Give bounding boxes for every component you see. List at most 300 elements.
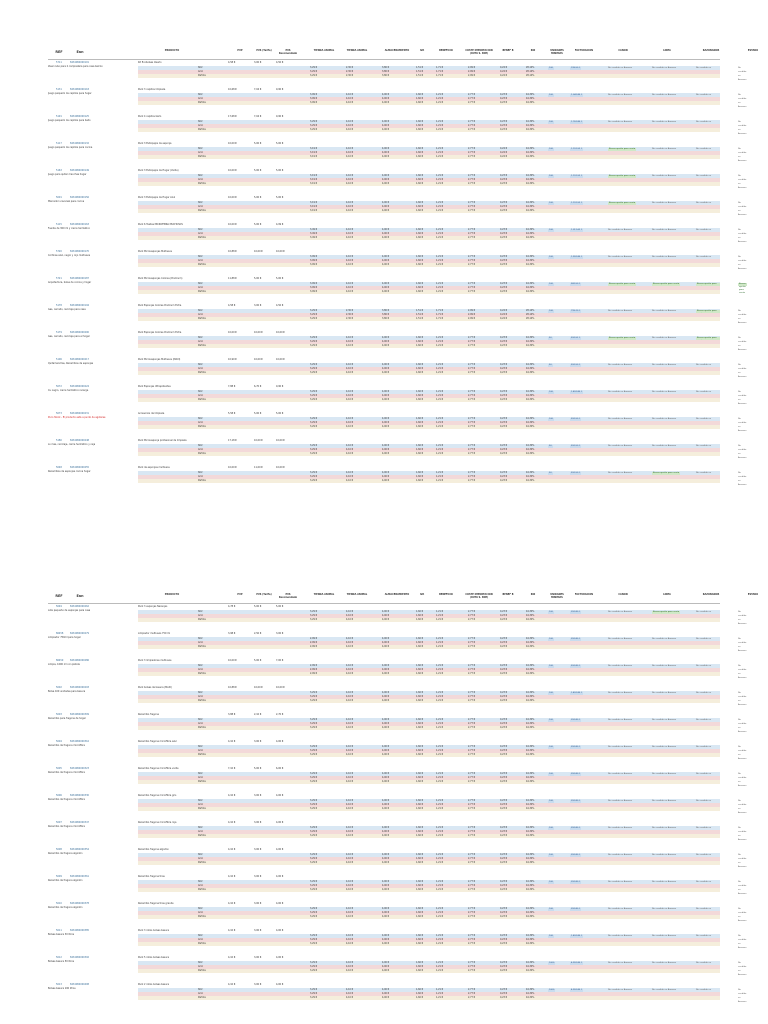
value-cell: 1,21 € — [436, 255, 443, 258]
cell-pvp: 10,88 € — [228, 250, 237, 253]
value-cell: 1,60 € — [416, 861, 423, 864]
sub-row-label: SKU — [198, 961, 203, 964]
value-cell: 0,23 € — [500, 448, 507, 451]
header-pvs: PVS (Tarifa) — [256, 593, 272, 596]
value-cell: 4,10 € — [346, 672, 353, 675]
value-cell: 4,10 € — [346, 699, 353, 702]
header-coste: COSTE IMPORTACION (RUTA S. BIM) — [465, 49, 493, 55]
sub-row-3 — [138, 726, 720, 730]
value-cell: 2,77 € — [468, 722, 475, 725]
value-cell: 2,77 € — [468, 367, 475, 370]
value-cell: 4,10 € — [346, 417, 353, 420]
cell-pvr: 4,00 € — [276, 983, 284, 986]
sub-row-3 — [138, 101, 720, 105]
value-cell: 0,23 € — [500, 668, 507, 671]
value-cell: 0,23 € — [500, 390, 507, 393]
cell-ean: 8434084000101 — [70, 61, 89, 64]
value-cell: 4,00 € — [382, 344, 389, 347]
header-ean: Ean — [76, 50, 84, 54]
value-cell: 2,99 € — [468, 313, 475, 316]
value-cell: 44,30% — [526, 232, 535, 235]
value-cell: 4,10 € — [346, 807, 353, 810]
value-cell: 2,77 € — [468, 340, 475, 343]
value-cell: 1,60 € — [416, 857, 423, 860]
sub-row-label: SKU — [198, 718, 203, 721]
product-description — [48, 771, 138, 775]
value-cell: 44,30% — [526, 178, 535, 181]
value-cell: 2,77 € — [468, 753, 475, 756]
not-sold-label: No vendido en Amazon — [608, 962, 633, 964]
value-cell: 1,60 € — [416, 344, 423, 347]
cell-pvs: 3,00 € — [254, 821, 262, 824]
value-cell: 2,77 € — [468, 826, 475, 829]
not-sold-label: No vendido en — [696, 148, 712, 150]
cell-ean: 8434084000323 — [70, 767, 89, 770]
value-cell: 4,10 € — [346, 641, 353, 644]
sub-row-label: SKU — [198, 336, 203, 339]
value-cell: 44,30% — [526, 425, 535, 428]
value-cell: 44,30% — [526, 282, 535, 285]
value-cell: 0,23 € — [500, 969, 507, 972]
value-cell: 2,77 € — [468, 618, 475, 621]
value-cell: 2,77 € — [468, 452, 475, 455]
value-cell: 2,99 € — [310, 641, 317, 644]
not-sold-label: No vendido en Amazon — [652, 881, 677, 883]
value-cell: 44,30% — [526, 390, 535, 393]
sub-row-label: Amz — [198, 695, 203, 698]
header-product: PRODUCTO — [164, 593, 180, 596]
cell-ean: 8434084000125 — [70, 115, 89, 118]
value-cell: 3,29 € — [310, 803, 317, 806]
value-cell: 3,99 € — [310, 101, 317, 104]
product-description — [48, 443, 138, 447]
revenue-badge: 392,80 € — [571, 826, 581, 829]
value-cell: 1,21 € — [436, 425, 443, 428]
sub-row-label: Amz — [198, 857, 203, 860]
cell-ref: 5106 — [56, 358, 62, 361]
value-cell: 0,23 € — [500, 722, 507, 725]
cell-pvs: 5,00 € — [254, 767, 262, 770]
value-cell: 0,23 € — [500, 807, 507, 810]
value-cell: 1,60 € — [416, 340, 423, 343]
cell-pvs: 2,10 € — [254, 713, 262, 716]
value-cell: 4,00 € — [382, 803, 389, 806]
value-cell: 4,10 € — [346, 857, 353, 860]
units-badge: 50 — [549, 444, 552, 447]
value-cell: 0,23 € — [500, 263, 507, 266]
units-badge: 100 — [549, 201, 553, 204]
value-cell: 2,30 € — [346, 313, 353, 316]
not-sold-label: No vendido en Amazon — [738, 719, 747, 733]
revenue-badge: 392,80 € — [571, 718, 581, 721]
value-cell: 1,60 € — [416, 803, 423, 806]
cell-product: Pack Microesponjas Multiusos — [138, 250, 172, 253]
value-cell: 4,00 € — [382, 475, 389, 478]
sub-row-label: Partida — [198, 618, 206, 621]
value-cell: 28,10% — [526, 74, 535, 77]
value-cell: 0,23 € — [500, 209, 507, 212]
cell-pvs: 10,00 € — [254, 439, 263, 442]
value-cell: 0,23 € — [500, 93, 507, 96]
product-title-row — [48, 848, 720, 852]
value-cell: 4,10 € — [346, 799, 353, 802]
sub-row-3 — [138, 155, 720, 159]
product-block — [48, 196, 747, 223]
value-cell: 3,29 € — [310, 691, 317, 694]
cell-pvs: 10,00 € — [254, 686, 263, 689]
value-cell: 0,23 € — [500, 398, 507, 401]
product-title-row — [48, 821, 720, 825]
product-description — [48, 609, 138, 613]
value-cell: 28,10% — [526, 313, 535, 316]
value-cell: 3,19 € — [310, 151, 317, 154]
product-title-row — [48, 929, 720, 933]
good-option-badge: Buena opción para — [696, 283, 720, 286]
value-cell: 1,60 € — [416, 722, 423, 725]
value-cell: 2,77 € — [468, 128, 475, 131]
value-cell: 4,00 € — [382, 232, 389, 235]
cell-ref: 5191 — [56, 115, 62, 118]
value-cell: 1,60 € — [416, 101, 423, 104]
value-cell: 44,30% — [526, 124, 535, 127]
cell-ref: 5048 — [56, 466, 62, 469]
cell-ref: 5013 — [56, 983, 62, 986]
value-cell: 3,29 € — [310, 799, 317, 802]
value-cell: 1,21 € — [436, 479, 443, 482]
cell-pvr: 5,00 € — [276, 169, 284, 172]
product-description — [48, 825, 138, 829]
value-cell: 2,77 € — [468, 398, 475, 401]
value-cell: 2,77 € — [468, 668, 475, 671]
cell-pvr: 4,00 € — [276, 848, 284, 851]
value-cell: 44,30% — [526, 290, 535, 293]
good-option-badge: Buena opción para venta — [609, 174, 636, 177]
value-cell: 44,30% — [526, 942, 535, 945]
cell-ref: 5178 — [56, 304, 62, 307]
not-sold-label: No vendido en Amazon — [738, 665, 747, 679]
sub-row-label: Amz — [198, 776, 203, 779]
value-cell: 4,00 € — [382, 340, 389, 343]
value-cell: 44,30% — [526, 120, 535, 123]
value-cell: 3,29 € — [310, 965, 317, 968]
cell-pvr: 4,50 € — [276, 304, 284, 307]
value-cell: 1,21 € — [436, 421, 443, 424]
sub-row-label: Partida — [198, 672, 206, 675]
cell-ean: 8434084000392 — [70, 956, 89, 959]
value-cell: 1,60 € — [416, 282, 423, 285]
value-cell: 44,30% — [526, 853, 535, 856]
sub-row-3 — [138, 861, 720, 865]
cell-description: Ideal cubo para 2 compostera para casa balcón — [48, 65, 103, 68]
value-cell: 3,29 € — [310, 363, 317, 366]
cell-pvp: 4,10 € — [228, 875, 236, 878]
not-sold-label: No vendido en Amazon — [738, 175, 747, 189]
value-cell: 4,00 € — [382, 934, 389, 937]
value-cell: 1,60 € — [416, 475, 423, 478]
revenue-badge: 592,50 € — [571, 471, 581, 474]
value-cell: 1,21 € — [436, 232, 443, 235]
sub-row-label: Partida — [198, 425, 206, 428]
value-cell: 1,21 € — [436, 448, 443, 451]
value-cell: 4,10 € — [346, 911, 353, 914]
value-cell: 44,30% — [526, 263, 535, 266]
not-sold-label: No vendido en — [696, 692, 712, 694]
value-cell: 2,77 € — [468, 888, 475, 891]
units-badge: 100 — [549, 934, 553, 937]
not-sold-label: No vendido en Amazon — [652, 445, 677, 447]
value-cell: 3,29 € — [310, 417, 317, 420]
value-cell: 4,00 € — [382, 884, 389, 887]
units-badge: 100 — [549, 309, 553, 312]
not-sold-label: No vendido en — [696, 229, 712, 231]
value-cell: 1,21 € — [436, 471, 443, 474]
value-cell: 0,23 € — [500, 699, 507, 702]
value-cell: 3,29 € — [310, 614, 317, 617]
sub-row-label: Amz — [198, 178, 203, 181]
value-cell: 0,23 € — [500, 182, 507, 185]
value-cell: 2,77 € — [468, 363, 475, 366]
value-cell: 0,23 € — [500, 803, 507, 806]
cell-pvp: 4,58 € — [228, 61, 236, 64]
value-cell: 1,21 € — [436, 799, 443, 802]
sub-row-label: SKU — [198, 147, 203, 150]
value-cell: 4,10 € — [346, 726, 353, 729]
value-cell: 44,30% — [526, 830, 535, 833]
sub-row-label: Amz — [198, 938, 203, 941]
revenue-badge: 1.191,52 € — [571, 174, 583, 177]
sub-row-label: Amz — [198, 614, 203, 617]
value-cell: 0,23 € — [500, 853, 507, 856]
value-cell: 4,10 € — [346, 992, 353, 995]
cell-description: Juego pequeño de cepillos para cocina — [48, 146, 93, 149]
value-cell: 44,30% — [526, 637, 535, 640]
not-sold-label: No vendido en Amazon — [652, 719, 677, 721]
value-cell: 4,00 € — [382, 255, 389, 258]
sub-row-label: Partida — [198, 209, 206, 212]
cell-pvr: 9,90 € — [276, 88, 284, 91]
value-cell: 44,30% — [526, 614, 535, 617]
value-cell: 2,77 € — [468, 880, 475, 883]
value-cell: 1,21 € — [436, 834, 443, 837]
cell-product: Recambio fregona microfibra gris — [138, 794, 177, 797]
value-cell: 44,30% — [526, 336, 535, 339]
value-cell: 44,30% — [526, 803, 535, 806]
value-cell: 4,00 € — [382, 834, 389, 837]
value-cell: 3,29 € — [310, 969, 317, 972]
product-title-row — [48, 61, 720, 65]
value-cell: 4,00 € — [382, 610, 389, 613]
sub-row-label: SKU — [198, 255, 203, 258]
value-cell: 4,00 € — [382, 394, 389, 397]
good-option-badge: Buena opción para venta — [739, 282, 746, 294]
value-cell: 4,10 € — [346, 367, 353, 370]
value-cell: 2,77 € — [468, 205, 475, 208]
cell-description: Recambio de fregona microfibra — [48, 798, 85, 801]
value-cell: 1,60 € — [416, 120, 423, 123]
value-cell: 44,30% — [526, 753, 535, 756]
cell-ean: 8434084000170 — [70, 250, 89, 253]
value-cell: 4,00 € — [382, 282, 389, 285]
value-cell: 44,30% — [526, 371, 535, 374]
value-cell: 1,60 € — [416, 915, 423, 918]
not-sold-label: No vendido en Amazon — [608, 472, 633, 474]
cell-pvp: 10,00 € — [228, 142, 237, 145]
value-cell: 2,77 € — [468, 282, 475, 285]
value-cell: 2,77 € — [468, 259, 475, 262]
not-sold-label: No vendido en Amazon — [608, 94, 633, 96]
value-cell: 3,29 € — [310, 74, 317, 77]
header-product: PRODUCTO — [164, 49, 180, 52]
value-cell: 1,71 € — [436, 70, 443, 73]
sub-row-label: Partida — [198, 236, 206, 239]
cell-ref: 5163 — [56, 169, 62, 172]
units-badge: 100 — [549, 147, 553, 150]
sub-row-label: SKU — [198, 637, 203, 640]
value-cell: 2,77 € — [468, 799, 475, 802]
not-sold-label: No vendido en Amazon — [738, 773, 747, 787]
cell-pvr: 5,00 € — [276, 142, 284, 145]
sub-row-3 — [138, 672, 720, 676]
not-sold-label: No vendido en — [696, 638, 712, 640]
value-cell: 44,30% — [526, 691, 535, 694]
value-cell: 1,60 € — [416, 637, 423, 640]
not-sold-label: No vendido en Amazon — [738, 692, 747, 706]
value-cell: 4,10 € — [346, 93, 353, 96]
value-cell: 4,00 € — [382, 618, 389, 621]
value-cell: 1,60 € — [416, 961, 423, 964]
product-block — [48, 304, 747, 331]
cell-ean: 8434084000163 — [70, 223, 89, 226]
value-cell: 2,77 € — [468, 610, 475, 613]
value-cell: 44,30% — [526, 961, 535, 964]
value-cell: 44,30% — [526, 799, 535, 802]
value-cell: 4,10 € — [346, 444, 353, 447]
sub-row-3 — [138, 807, 720, 811]
value-cell: 44,30% — [526, 398, 535, 401]
value-cell: 1,71 € — [436, 317, 443, 320]
value-cell: 1,21 € — [436, 209, 443, 212]
value-cell: 44,30% — [526, 996, 535, 999]
value-cell: 1,60 € — [416, 726, 423, 729]
value-cell: 0,23 € — [500, 124, 507, 127]
value-cell: 2,77 € — [468, 861, 475, 864]
value-cell: 1,21 € — [436, 340, 443, 343]
not-sold-label: No vendido en — [696, 989, 712, 991]
sub-row-3 — [138, 425, 720, 429]
value-cell: 0,23 € — [500, 259, 507, 262]
not-sold-label: No vendido en — [696, 719, 712, 721]
not-sold-label: No vendido en Amazon — [608, 854, 633, 856]
value-cell: 0,23 € — [500, 834, 507, 837]
units-badge: 100 — [549, 637, 553, 640]
value-cell: 1,21 € — [436, 259, 443, 262]
sub-row-label: SKU — [198, 799, 203, 802]
value-cell: 44,30% — [526, 695, 535, 698]
not-sold-label: No vendido en Amazon — [738, 800, 747, 814]
not-sold-label: No vendido en Amazon — [738, 854, 747, 868]
cell-pvp: 10,00 € — [228, 196, 237, 199]
value-cell: 3,29 € — [310, 699, 317, 702]
cell-pvr: 5,00 € — [276, 277, 284, 280]
value-cell: 0,23 € — [500, 830, 507, 833]
revenue-badge: 592,80 € — [571, 664, 581, 667]
value-cell: 3,29 € — [310, 753, 317, 756]
cell-ref: 5117 — [56, 142, 62, 145]
value-cell: 44,30% — [526, 610, 535, 613]
value-cell: 0,24 € — [500, 70, 507, 73]
value-cell: 4,00 € — [382, 174, 389, 177]
units-badge: 50 — [549, 471, 552, 474]
value-cell: 1,60 € — [416, 664, 423, 667]
not-sold-label: No vendido en — [696, 746, 712, 748]
value-cell: 2,77 € — [468, 390, 475, 393]
value-cell: 2,77 € — [468, 695, 475, 698]
units-badge: 100 — [549, 228, 553, 231]
value-cell: 0,24 € — [500, 66, 507, 69]
cell-product: Recambio fregona tiras — [138, 875, 165, 878]
cell-pvs: 10,00 € — [254, 331, 263, 334]
value-cell: 1,21 € — [436, 286, 443, 289]
value-cell: 1,60 € — [416, 394, 423, 397]
value-cell: 0,23 € — [500, 444, 507, 447]
product-description — [48, 663, 138, 667]
sub-row-label: Partida — [198, 101, 206, 104]
value-cell: 1,60 € — [416, 205, 423, 208]
value-cell: 4,00 € — [382, 209, 389, 212]
not-sold-label: No vendido en — [696, 256, 712, 258]
cell-product: Pack 6 Toallas MICROFIBRA MULTIUSOS — [138, 223, 183, 226]
value-cell: 3,29 € — [310, 722, 317, 725]
value-cell: 3,29 € — [310, 718, 317, 721]
value-cell: 2,77 € — [468, 988, 475, 991]
not-sold-label: No vendido en Amazon — [652, 665, 677, 667]
units-badge: 100 — [549, 610, 553, 613]
sub-row-3 — [138, 618, 720, 622]
value-cell: 0,23 € — [500, 915, 507, 918]
value-cell: 4,00 € — [382, 699, 389, 702]
value-cell: 2,77 € — [468, 394, 475, 397]
value-cell: 44,30% — [526, 969, 535, 972]
header-zoo: TIENDA ANIMAL — [346, 49, 368, 52]
value-cell: 2,77 € — [468, 853, 475, 856]
value-cell: 4,00 € — [382, 668, 389, 671]
units-badge: 100 — [549, 174, 553, 177]
not-sold-label: No vendido en Amazon — [738, 445, 747, 459]
value-cell: 1,60 € — [416, 911, 423, 914]
value-cell: 1,21 € — [436, 93, 443, 96]
value-cell: 4,10 € — [346, 390, 353, 393]
value-cell: 0,23 € — [500, 884, 507, 887]
cell-ref: 5010 — [56, 902, 62, 905]
revenue-badge: 592,50 € — [571, 444, 581, 447]
value-cell: 2,77 € — [468, 290, 475, 293]
value-cell: 1,21 € — [436, 610, 443, 613]
sub-row-label: Partida — [198, 753, 206, 756]
value-cell: 4,10 € — [346, 394, 353, 397]
value-cell: 1,60 € — [416, 259, 423, 262]
value-cell: 3,19 € — [310, 147, 317, 150]
value-cell: 2,99 € — [468, 317, 475, 320]
value-cell: 2,30 € — [346, 74, 353, 77]
sub-row-3 — [138, 834, 720, 838]
not-sold-label: No vendido en Amazon — [652, 827, 677, 829]
not-sold-label: No vendido en Amazon — [608, 229, 633, 231]
product-title-row — [48, 713, 720, 717]
value-cell: 2,77 € — [468, 151, 475, 154]
not-sold-label: No vendido en Amazon — [738, 148, 747, 162]
cell-product: Pack de esponjas multiusos — [138, 466, 170, 469]
value-cell: 2,77 € — [468, 691, 475, 694]
